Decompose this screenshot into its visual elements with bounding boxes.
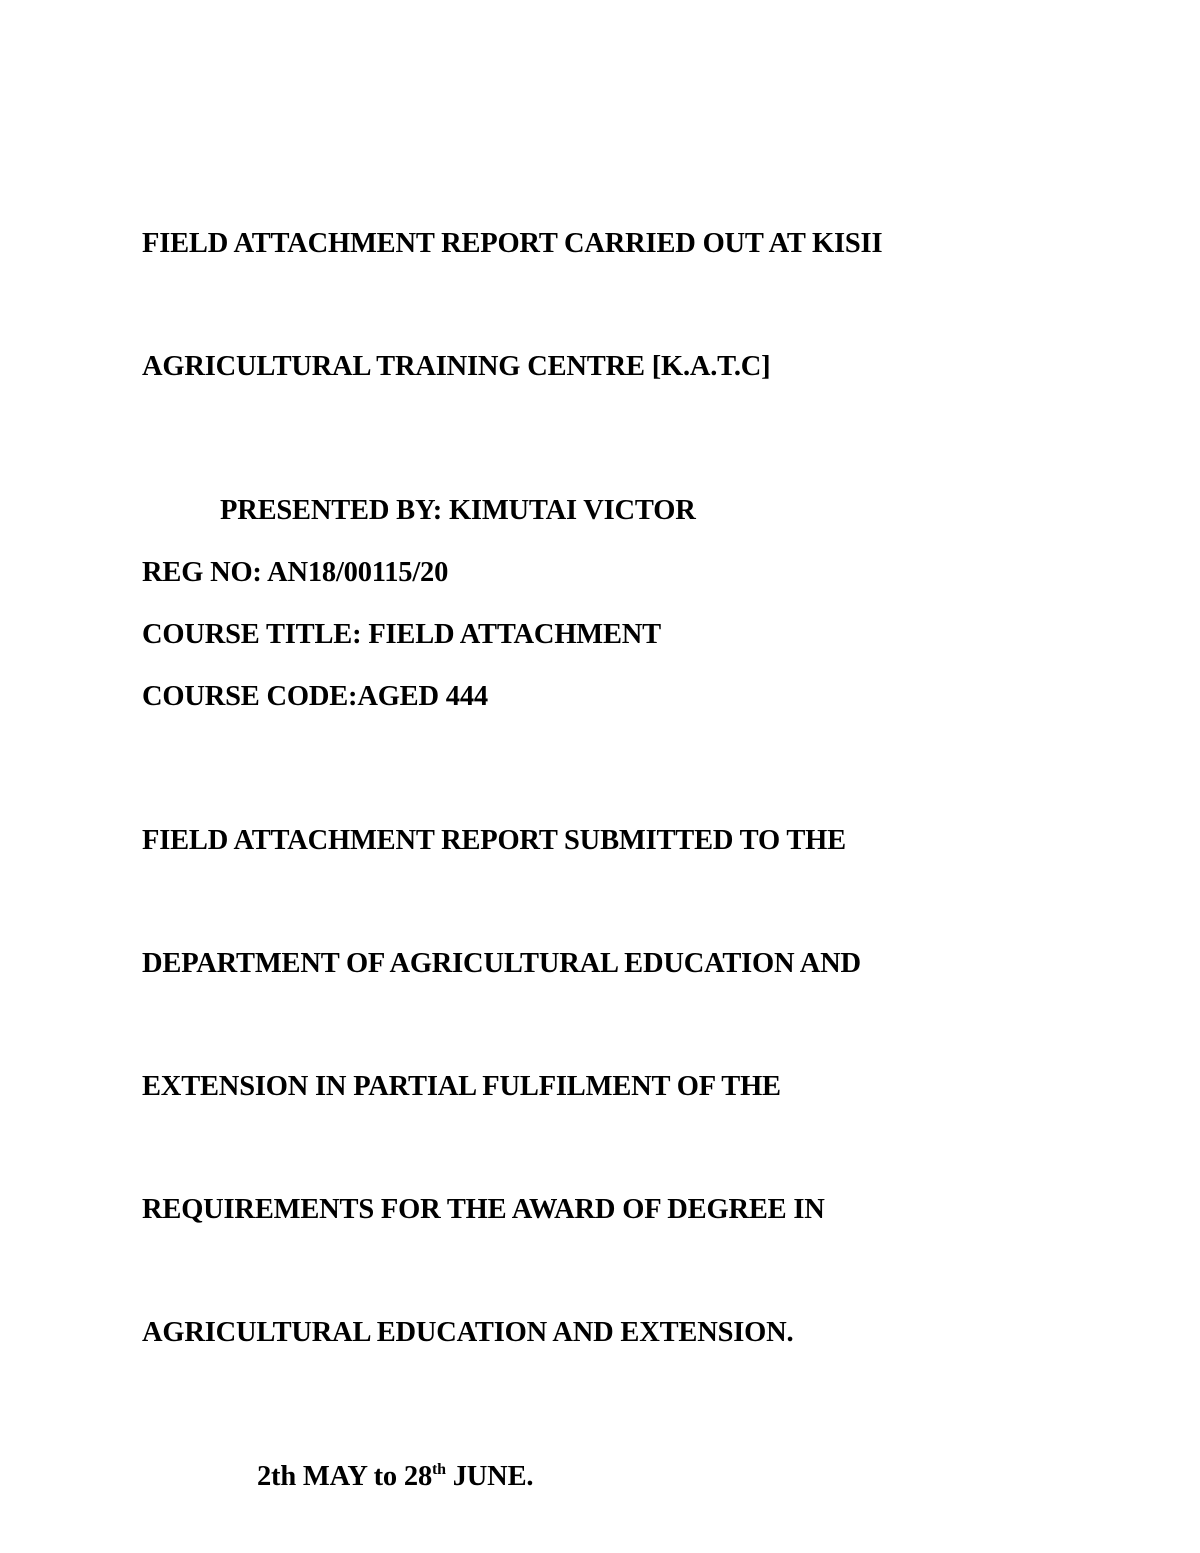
presented-by: PRESENTED BY: KIMUTAI VICTOR xyxy=(220,495,696,526)
course-code: COURSE CODE:AGED 444 xyxy=(142,681,488,712)
statement-line-3: EXTENSION IN PARTIAL FULFILMENT OF THE xyxy=(142,1071,781,1102)
report-title-line-1: FIELD ATTACHMENT REPORT CARRIED OUT AT KISII xyxy=(142,228,883,259)
statement-line-1: FIELD ATTACHMENT REPORT SUBMITTED TO THE xyxy=(142,825,846,856)
report-title-line-2: AGRICULTURAL TRAINING CENTRE [K.A.T.C] xyxy=(142,351,771,382)
course-title: COURSE TITLE: FIELD ATTACHMENT xyxy=(142,619,661,650)
submission-statement xyxy=(142,738,1002,1435)
attachment-dates xyxy=(142,1456,1002,1497)
dates-suffix: JUNE. xyxy=(445,1461,534,1492)
report-title xyxy=(142,141,1002,469)
dates-prefix: 2th MAY to 28 xyxy=(257,1461,432,1492)
registration-number: REG NO: AN18/00115/20 xyxy=(142,557,449,588)
statement-line-5: AGRICULTURAL EDUCATION AND EXTENSION. xyxy=(142,1317,794,1348)
cover-page-content xyxy=(142,141,1002,1497)
dates-superscript: th xyxy=(432,1461,446,1478)
statement-line-2: DEPARTMENT OF AGRICULTURAL EDUCATION AND xyxy=(142,948,861,979)
statement-line-4: REQUIREMENTS FOR THE AWARD OF DEGREE IN xyxy=(142,1194,825,1225)
